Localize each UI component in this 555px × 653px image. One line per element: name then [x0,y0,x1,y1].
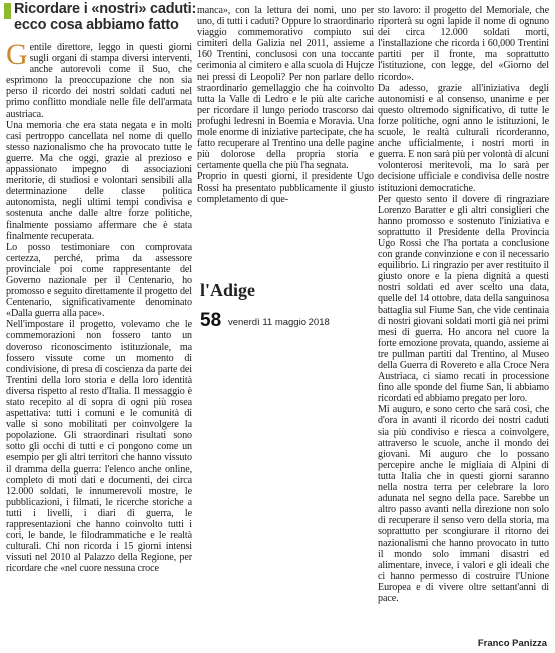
paragraph-7: sto lavoro: il progetto del Memoriale, che riporterà su ogni lapide il nome di ognuno dei circa 12.000 soldati morti, l'installazione che ricorda i 60,000 Trentini partiti per il fronte, ma soprattutto l'istituzione, con legge, del «Giorno del ricordo». [378,5,549,83]
headline-accent-bar [4,3,11,19]
headline-line-1: Ricordare i «nostri» caduti: [14,1,197,17]
paragraph-1: Gentile direttore, leggo in questi giorni sugli organi di stampa diversi interventi, anche autorevoli come il Suo, che esprimono la preoccupazione che non sia perso il ricordo dei nostri soldati caduti nel primo conflitto mondiale nelle file dell'armata austriaca. [6,38,192,120]
paragraph-3: Lo posso testimoniare con comprovata certezza, perché, prima da assessore provinciale poi come rappresentante del Governo nazionale per il Centenario, ho promosso e seguito direttamente il progetto del Centenario, significativamente denominato «Dalla guerra alla pace». [6,241,192,320]
paragraph-8: Da adesso, grazie all'iniziativa degli autonomisti e al consenso, unanime e per questo oltremodo significativo, di tutte le forze politiche, ogni anno le istituzioni, le scuole, le realtà culturali ricorderanno, anche ufficialmente, i nostri morti in guerra. E non sarà più per volontà di alcuni volonterosi meritevoli, ma lo sarà per decisione ufficiale e condivisa delle nostre istituzioni democratiche. [378,82,549,194]
article-column-3 [378,5,549,604]
article-column-1 [6,38,192,575]
page-number: 58 [200,310,222,331]
article-column-2 [197,5,374,205]
author-signature: Franco Panizza [477,638,547,649]
paragraph-6: Proprio in questi giorni, il presidente Ugo Rossi ha presentato pubblicamente il giusto completamento di que- [197,171,374,205]
paragraph-2: Una memoria che era stata negata e in molti casi pertroppo cancellata nel nome di quello stesso nazionalismo che ha provocato tutte le guerre. Ma che oggi, grazie al prezioso e appassionato impegno di associazioni meritorie, di studiosi e volontari sensibili alla determinazione delle classe politica autonomista, negli ultimi tempi condivisa e sostenuta anche dalle altre forze politiche, finalmente possiamo affermare che è stata finalmente recuperata. [6,119,192,242]
newspaper-masthead: l'Adige [200,280,256,300]
drop-cap: G [6,38,28,71]
paragraph-10: Mi auguro, e sono certo che sarà così, che d'ora in avanti il ricordo dei nostri caduti sia più condiviso e riesca a coinvolgere, attraverso le scuole, anche il mondo dei giovani. Mi auguro che lo possano percepire anche le migliaia di Alpini di tutta Italia che in questi giorni saranno nella nostra terra per celebrare la loro adunata nel segno della pace. Sarebbe un altro passo avanti nella direzione non solo di recuperare il senso vero della storia, ma soprattutto per scongiurare il ritorno dei nazionalismi che hanno provocato in tutto il mondo solo immani disastri ed alimentare, invece, i valori e gli ideali che ci hanno permesso di costruire l'Unione Europea e di vivere oltre settant'anni di pace. [378,404,549,604]
paragraph-5: manca», con la lettura dei nomi, uno per uno, di tutti i caduti? Oppure lo straordinario viaggio commemorativo compiuto sui cimiteri della Galizia nel 2011, assieme a 160 Trentini, conclusosi con una toccante cerimonia al cimitero e alla scuola di Hujcze nei pressi di Leopoli? Per non parlare dello straordinario gemellaggio che ha coinvolto tutta la Valle di Ledro e le più alte cariche per ricordare il lungo periodo trascorso dai profughi ledresni in Boemia e Moravia. Una mole enorme di iniziative partecipate, che ha fatto recuperare al Trentino una delle pagine più dolorose della propria storia e certamente quella che più l'ha segnata. [197,5,374,172]
page-date: venerdì 11 maggio 2018 [228,317,330,328]
headline-line-2: ecco cosa abbiamo fatto [14,17,179,33]
paragraph-4: Nell'impostare il progetto, volevamo che le commemorazioni non fossero tanto un doveroso riconoscimento istituzionale, ma fossero vissute come un momento di condivisione, di presa di coscienza da parte dei Trentini della loro storia e della loro identità diversa rispetto al resto d'Italia. Il messaggio è stato recepito al di sopra di ogni più rosea aspettativa: tutti i comuni e le comunità di valle si sono mobilitati per coinvolgere la popolazione. Gli straordinari risultati sono sotto gli occhi di tutti e ci pongono come un esempio per gli altri territori che hanno vissuto il dramma della guerra: l'elenco anche online, completo di moti dati e documenti, dei circa 12.000 soldati, le innumerevoli mostre, le pubblicazioni, i filmati, le ricerche storiche a tutti i livelli, i diari di guerra, le rappresentazioni che hanno coinvolto tutti i cori, le bande, le filodrammatiche e le realtà culturali. Chi non ricorda i 15 giorni intensi vissuti nel 2010 al Palazzo della Regione, per ricordare che «nel cuore nessuna croce [6,319,192,575]
paragraph-9: Per questo sento il dovere di ringraziare Lorenzo Baratter e gli altri consiglieri che hanno promosso e sostenuto l'iniziativa e soprattutto il Presidente della Provincia Ugo Rossi che l'ha portata a conclusione con grande convinzione e con il necessario equilibrio. Li ringrazio per aver restituito il giusto onore e la piena dignità a questi nostri soldati ed aver scelto una data, quelle del 14 ottobre, data della sanguinosa battaglia sul Fiume San, che vide centinaia di nostri giovani soldati morti già nei primi mesi di guerra. Ho ancora nel cuore la forte emozione provata, quando, assieme ai tre pullman partiti dal Trentino, al Museo della Guerra di Rovereto e alla Croce Nera Austriaca, ci siamo recati in processione fino alle sponde del fiume San, li abbiamo ricordati ed abbiamo pregato per loro. [378,193,549,405]
